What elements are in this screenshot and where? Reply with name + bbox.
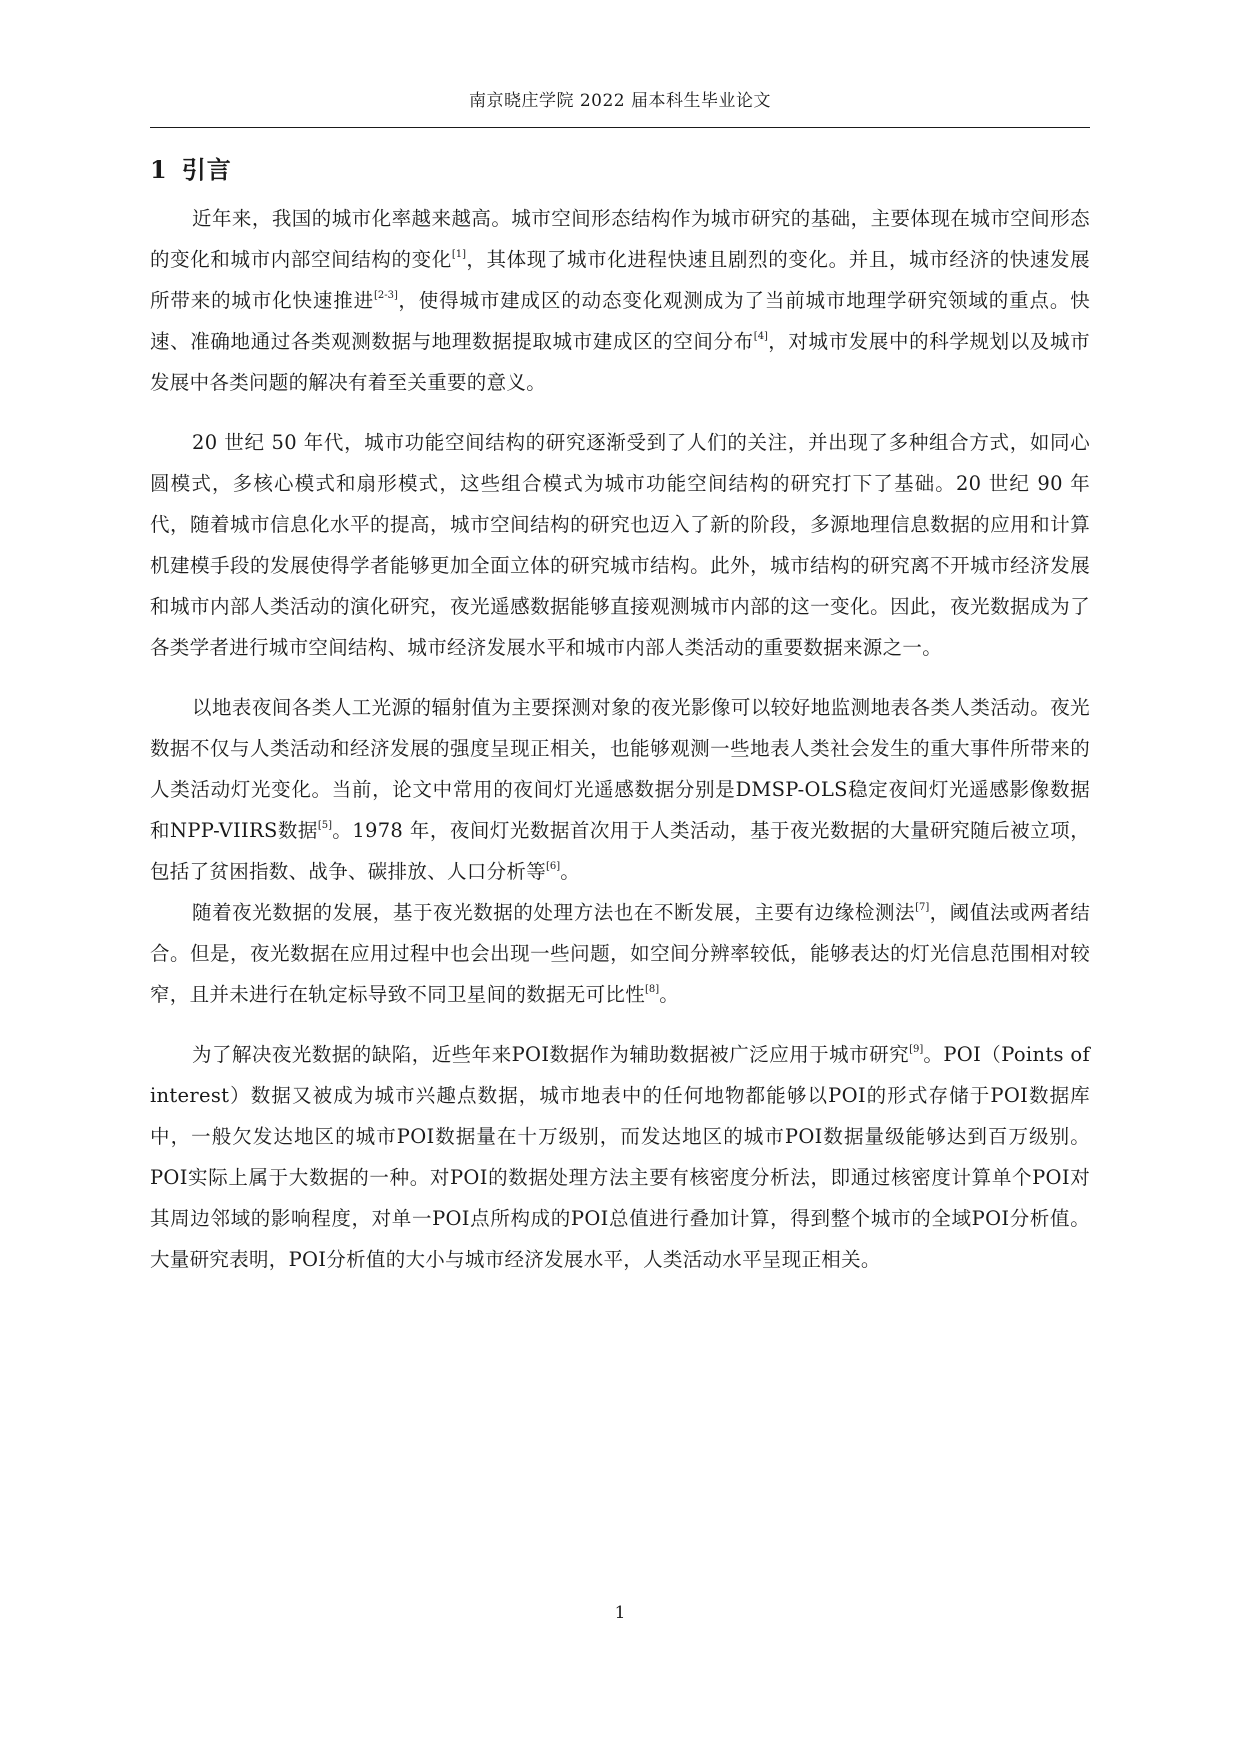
- paragraph-1-part-a: 近年来，我国的城市化率越来越高。城市空间形态结构作为城市研究的基础，主要体现在城市空间形态的变化和城市内部空间结构的变化: [150, 207, 1090, 271]
- paragraph-spacer: [150, 403, 1090, 422]
- citation-2-3: [2-3]: [373, 290, 398, 301]
- citation-5: [5]: [317, 820, 333, 831]
- paragraph-5-part-a: 为了解决夜光数据的缺陷，近些年来POI数据作为辅助数据被广泛应用于城市研究: [192, 1043, 910, 1066]
- body-text: [150, 198, 1090, 1280]
- header-rule: [150, 127, 1090, 128]
- paragraph-1-part-d: ，对城市发展中的科学规划以及城市发展中各类问题的解决有着至关重要的意义。: [150, 330, 1090, 394]
- paragraph-4: [150, 892, 1090, 1015]
- citation-9: [9]: [909, 1044, 924, 1055]
- paragraph-4-part-c: 。: [659, 983, 679, 1006]
- paragraph-5: [150, 1034, 1090, 1280]
- citation-7: [7]: [915, 902, 930, 913]
- section-title-text: 引言: [181, 155, 232, 184]
- citation-4: [4]: [753, 331, 768, 342]
- paragraph-1: [150, 198, 1090, 403]
- paragraph-spacer: [150, 1015, 1090, 1034]
- paragraph-4-part-a: 随着夜光数据的发展，基于夜光数据的处理方法也在不断发展，主要有边缘检测法: [192, 901, 916, 924]
- paragraph-3-part-c: 。: [560, 860, 580, 883]
- paragraph-1-part-b: ，其体现了城市化进程快速且剧烈的变化。并且，城市经济的快速发展所带来的城市化快速推进: [150, 248, 1090, 312]
- paragraph-3-part-a: 以地表夜间各类人工光源的辐射值为主要探测对象的夜光影像可以较好地监测地表各类人类活动。夜光数据不仅与人类活动和经济发展的强度呈现正相关，也能够观测一些地表人类社会发生的重大事件所带来的人类活动灯光变化。当前，论文中常用的夜间灯光遥感数据分别是DMSP-OLS稳定夜间灯光遥感影像数据和NPP-VIIRS数据: [150, 696, 1090, 842]
- citation-1: [1]: [451, 249, 467, 260]
- section-title: [150, 150, 232, 185]
- running-header: 南京晓庄学院 2022 届本科生毕业论文: [468, 91, 772, 111]
- paragraph-3-part-b: 。1978 年，夜间灯光数据首次用于人类活动，基于夜光数据的大量研究随后被立项，包括了贫困指数、战争、碳排放、人口分析等: [150, 819, 1090, 883]
- citation-6: [6]: [546, 861, 561, 872]
- paragraph-1-part-c: ，使得城市建成区的动态变化观测成为了当前城市地理学研究领域的重点。快速、准确地通过各类观测数据与地理数据提取城市建成区的空间分布: [150, 289, 1090, 353]
- citation-8: [8]: [645, 984, 660, 995]
- paragraph-2: 20 世纪 50 年代，城市功能空间结构的研究逐渐受到了人们的关注，并出现了多种组合方式，如同心圆模式，多核心模式和扇形模式，这些组合模式为城市功能空间结构的研究打下了基础。20 世纪 90 年代，随着城市信息化水平的提高，城市空间结构的研究也迈入了新的阶段，多源地理信息数据的应用和计算机建模手段的发展使得学者能够更加全面立体的研究城市结构。此外，城市结构的研究离不开城市经济发展和城市内部人类活动的演化研究，夜光遥感数据能够直接观测城市内部的这一变化。因此，夜光数据成为了各类学者进行城市空间结构、城市经济发展水平和城市内部人类活动的重要数据来源之一。: [150, 431, 1090, 659]
- paragraph-4-part-b: ，阈值法或两者结合。但是，夜光数据在应用过程中也会出现一些问题，如空间分辨率较低，能够表达的灯光信息范围相对较窄，且并未进行在轨定标导致不同卫星间的数据无可比性: [150, 901, 1090, 1006]
- paragraph-3: [150, 687, 1090, 892]
- page-number: 1: [614, 1603, 626, 1623]
- paragraph-5-part-b: 。POI（Points of interest）数据又被成为城市兴趣点数据，城市地表中的任何地物都能够以POI的形式存储于POI数据库中，一般欠发达地区的城市POI数据量在十万级别，而发达地区的城市POI数据量级能够达到百万级别。POI实际上属于大数据的一种。对POI的数据处理方法主要有核密度分析法，即通过核密度计算单个POI对其周边邻域的影响程度，对单一POI点所构成的POI总值进行叠加计算，得到整个城市的全域POI分析值。大量研究表明，POI分析值的大小与城市经济发展水平，人类活动水平呈现正相关。: [150, 1043, 1090, 1271]
- section-number: 1: [150, 155, 168, 184]
- paragraph-spacer: [150, 668, 1090, 687]
